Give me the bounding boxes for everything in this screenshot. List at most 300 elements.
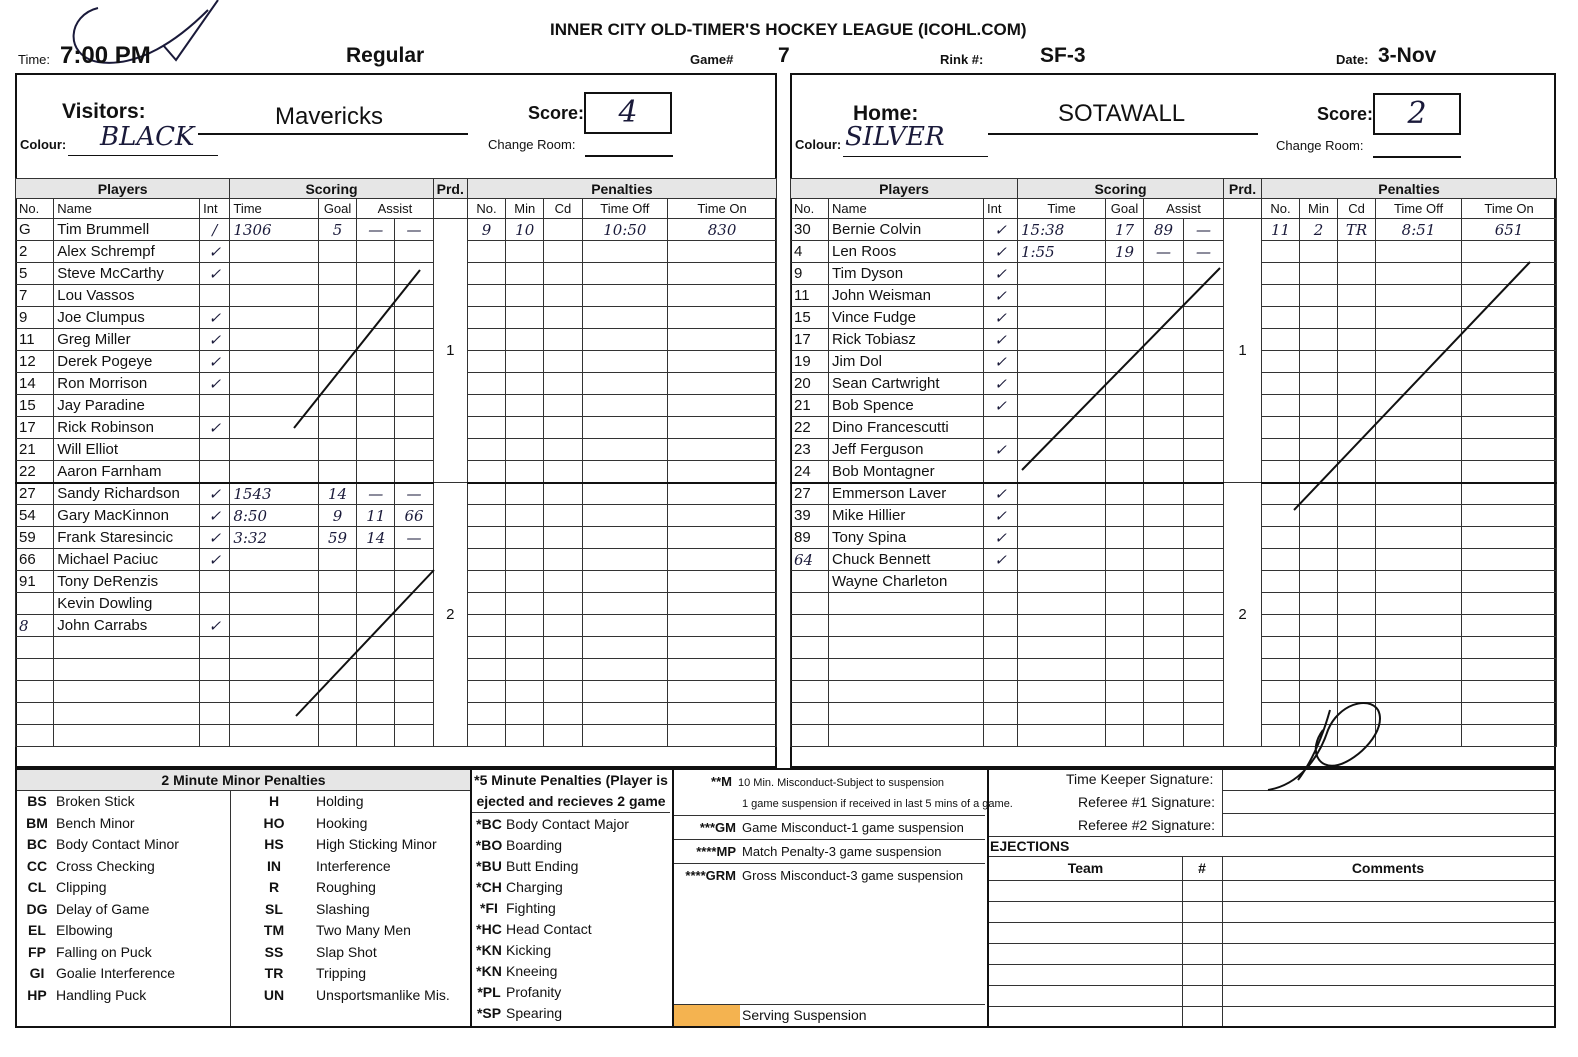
penalty-code — [1338, 351, 1376, 373]
assist-1 — [1144, 615, 1184, 637]
penalty-player-no — [1262, 615, 1300, 637]
player-int-check: ✓ — [984, 241, 1018, 263]
player-name — [829, 703, 984, 725]
penalty-time-on — [1462, 637, 1557, 659]
player-int-check — [984, 703, 1018, 725]
penalty-time-on — [1462, 593, 1557, 615]
home-score-label: Score: — [1317, 104, 1374, 124]
goal-time — [230, 461, 319, 483]
assist-2 — [1184, 307, 1224, 329]
penalty-player-no — [467, 395, 505, 417]
penalty-min — [506, 417, 544, 439]
col-cd: Cd — [544, 199, 582, 219]
assist-2 — [1184, 373, 1224, 395]
assist-2 — [1184, 637, 1224, 659]
home-team: SOTAWALL — [1058, 100, 1186, 127]
penalty-code — [544, 329, 582, 351]
penalty-time-on — [1462, 395, 1557, 417]
player-name: Jim Dol — [829, 351, 984, 373]
goal-scorer — [1106, 703, 1144, 725]
sig-line-2 — [1222, 813, 1554, 814]
penalty-time-off — [1376, 241, 1462, 263]
player-int-check — [984, 615, 1018, 637]
penalty-min — [1300, 615, 1338, 637]
penalty-min — [506, 725, 544, 747]
major-list — [472, 814, 670, 1024]
penalty-player-no — [467, 571, 505, 593]
assist-2 — [1184, 571, 1224, 593]
col-cd: Cd — [1338, 199, 1376, 219]
player-row — [16, 483, 777, 505]
player-int-check: ✓ — [200, 527, 230, 549]
penalty-code: HS — [264, 836, 284, 852]
penalty-description: Elbowing — [56, 922, 113, 938]
assist-1 — [357, 307, 395, 329]
penalty-time-on — [668, 329, 777, 351]
signature-scribble — [1258, 690, 1398, 800]
player-int-check: ✓ — [984, 285, 1018, 307]
visitors-team-line — [198, 133, 468, 135]
player-row — [791, 307, 1557, 329]
penalty-min — [1300, 417, 1338, 439]
penalty-time-on — [1462, 285, 1557, 307]
goal-scorer — [1106, 351, 1144, 373]
home-colour-line — [843, 156, 988, 157]
assist-1 — [357, 263, 395, 285]
assist-2 — [395, 637, 433, 659]
penalty-code: *HC — [476, 921, 502, 937]
penalty-code — [1338, 483, 1376, 505]
penalty-code — [1338, 615, 1376, 637]
penalty-code: BM — [26, 814, 48, 831]
penalty-code: R — [268, 879, 280, 895]
player-row — [791, 659, 1557, 681]
penalty-time-on — [668, 527, 777, 549]
penalty-min: 2 — [1300, 219, 1338, 241]
player-int-check — [200, 439, 230, 461]
penalty-time-on — [1462, 483, 1557, 505]
col-time: Time — [1018, 199, 1106, 219]
penalty-description: Unsportsmanlike Mis. — [316, 986, 450, 1003]
penalty-time-off — [582, 571, 668, 593]
penalty-min — [1300, 637, 1338, 659]
player-row — [791, 373, 1557, 395]
misconduct-list — [674, 770, 1013, 887]
ej-col-line — [1222, 856, 1223, 1026]
goal-time — [1018, 329, 1106, 351]
player-name: Aaron Farnham — [54, 461, 200, 483]
penalty-min — [506, 329, 544, 351]
penalty-time-off — [582, 593, 668, 615]
period-number: 2 — [1224, 483, 1262, 747]
col-int: Int — [984, 199, 1018, 219]
player-int-check — [200, 637, 230, 659]
penalty-player-no — [1262, 263, 1300, 285]
player-int-check — [984, 593, 1018, 615]
player-number: 17 — [16, 417, 54, 439]
timekeeper-signature-label: Time Keeper Signature: — [1066, 771, 1214, 787]
visitors-room-line — [585, 155, 673, 157]
penalty-time-off — [1376, 285, 1462, 307]
penalty-code — [544, 615, 582, 637]
assist-1: 11 — [357, 505, 395, 527]
date-label: Date: — [1336, 52, 1369, 67]
col-time-on: Time On — [668, 199, 777, 219]
penalty-player-no — [1262, 439, 1300, 461]
goal-time — [1018, 307, 1106, 329]
ej-col-line — [1182, 856, 1183, 1026]
penalty-code — [544, 593, 582, 615]
assist-2 — [1184, 351, 1224, 373]
major-penalty-row — [472, 814, 670, 835]
player-number — [16, 703, 54, 725]
assist-1 — [1144, 483, 1184, 505]
misconduct-code: ***GM — [699, 820, 736, 835]
goal-scorer — [1106, 373, 1144, 395]
player-int-check — [984, 571, 1018, 593]
player-number: 12 — [16, 351, 54, 373]
assist-1 — [357, 571, 395, 593]
penalty-player-no — [1262, 417, 1300, 439]
penalty-time-off — [1376, 351, 1462, 373]
assist-1 — [357, 439, 395, 461]
penalty-time-on — [1462, 263, 1557, 285]
player-name — [54, 637, 200, 659]
home-colour-label: Colour: — [795, 137, 842, 152]
player-int-check — [984, 461, 1018, 483]
penalty-time-off — [1376, 263, 1462, 285]
ej-num-header: # — [1198, 860, 1206, 876]
player-number: 23 — [791, 439, 829, 461]
player-int-check: ✓ — [984, 329, 1018, 351]
penalty-min — [1300, 439, 1338, 461]
penalty-time-off — [582, 483, 668, 505]
penalty-time-on — [1462, 703, 1557, 725]
player-number: 9 — [791, 263, 829, 285]
goal-scorer — [1106, 395, 1144, 417]
penalty-code: TR — [1338, 219, 1376, 241]
assist-2 — [1184, 703, 1224, 725]
penalty-time-on — [668, 351, 777, 373]
col-name: Name — [829, 199, 984, 219]
player-row — [16, 439, 777, 461]
player-number: 89 — [791, 527, 829, 549]
penalty-player-no — [1262, 571, 1300, 593]
goal-scorer — [318, 373, 356, 395]
player-number: 2 — [16, 241, 54, 263]
assist-1 — [1144, 505, 1184, 527]
assist-2 — [1184, 527, 1224, 549]
player-number: 11 — [791, 285, 829, 307]
penalty-player-no — [467, 241, 505, 263]
penalty-time-on — [668, 263, 777, 285]
prd-header: Prd. — [1224, 179, 1262, 199]
player-row — [16, 725, 777, 747]
player-name: Greg Miller — [54, 329, 200, 351]
penalty-player-no — [1262, 307, 1300, 329]
goal-time — [1018, 417, 1106, 439]
player-row — [16, 681, 777, 703]
goal-scorer — [318, 461, 356, 483]
assist-2 — [1184, 439, 1224, 461]
penalty-time-on — [668, 637, 777, 659]
misconduct-description: Game Misconduct-1 game suspension — [742, 820, 964, 835]
penalty-min — [1300, 659, 1338, 681]
penalty-min — [1300, 395, 1338, 417]
player-number: 91 — [16, 571, 54, 593]
penalty-time-on — [1462, 373, 1557, 395]
assist-2 — [395, 329, 433, 351]
goal-time — [230, 703, 319, 725]
penalty-code — [544, 285, 582, 307]
goal-scorer — [1106, 329, 1144, 351]
goal-scorer — [1106, 637, 1144, 659]
penalty-time-on — [668, 285, 777, 307]
penalty-min — [506, 263, 544, 285]
goal-scorer — [1106, 571, 1144, 593]
penalty-player-no — [1262, 373, 1300, 395]
player-number: 11 — [16, 329, 54, 351]
misconduct-row — [674, 840, 985, 864]
misconduct-description: 10 Min. Misconduct-Subject to suspension — [738, 777, 945, 789]
penalty-time-on — [668, 615, 777, 637]
assist-2 — [395, 593, 433, 615]
assist-1 — [357, 703, 395, 725]
penalty-description: Bench Minor — [56, 814, 135, 831]
player-number: 21 — [791, 395, 829, 417]
penalty-code — [1338, 373, 1376, 395]
player-number: 22 — [16, 461, 54, 483]
player-int-check: ✓ — [200, 263, 230, 285]
penalty-code — [544, 241, 582, 263]
sig-col-line — [1222, 770, 1223, 836]
penalty-code — [544, 549, 582, 571]
col-min: Min — [1300, 199, 1338, 219]
penalty-player-no — [1262, 241, 1300, 263]
assist-2 — [1184, 285, 1224, 307]
player-int-check: ✓ — [200, 373, 230, 395]
minor-title: 2 Minute Minor Penalties — [17, 770, 470, 791]
home-team-line — [988, 133, 1258, 135]
assist-1: — — [357, 219, 395, 241]
col-goal: Goal — [1106, 199, 1144, 219]
assist-1 — [357, 417, 395, 439]
goal-scorer — [1106, 615, 1144, 637]
assist-1: — — [357, 483, 395, 505]
penalty-code: DG — [26, 900, 48, 917]
goal-time — [230, 439, 319, 461]
penalty-time-on — [668, 461, 777, 483]
penalty-code — [1338, 307, 1376, 329]
player-name: Tim Brummell — [54, 219, 200, 241]
penalty-time-on — [668, 505, 777, 527]
player-int-check — [984, 681, 1018, 703]
penalty-time-on: 651 — [1462, 219, 1557, 241]
player-row — [16, 637, 777, 659]
penalty-time-on — [1462, 505, 1557, 527]
goal-time — [230, 549, 319, 571]
player-name: Rick Tobiasz — [829, 329, 984, 351]
assist-1: 89 — [1144, 219, 1184, 241]
penalty-code — [544, 527, 582, 549]
goal-scorer — [318, 263, 356, 285]
penalty-code: H — [268, 793, 280, 809]
penalty-min — [1300, 527, 1338, 549]
assist-2 — [1184, 461, 1224, 483]
ejections-title: EJECTIONS — [990, 838, 1070, 854]
penalty-time-on — [668, 703, 777, 725]
penalty-time-on — [1462, 351, 1557, 373]
player-number: 5 — [16, 263, 54, 285]
minor-right-list — [232, 791, 468, 1006]
goal-time — [1018, 637, 1106, 659]
goal-time — [1018, 461, 1106, 483]
player-number: 8 — [16, 615, 54, 637]
penalty-player-no — [467, 681, 505, 703]
assist-1 — [1144, 637, 1184, 659]
penalty-code: BC — [26, 836, 48, 852]
penalty-time-on — [1462, 527, 1557, 549]
player-int-check: ✓ — [984, 439, 1018, 461]
ej-row-line — [989, 964, 1554, 965]
player-name: Ron Morrison — [54, 373, 200, 395]
player-name: Wayne Charleton — [829, 571, 984, 593]
assist-1 — [1144, 395, 1184, 417]
goal-time — [1018, 263, 1106, 285]
minor-penalty-row — [232, 856, 468, 878]
rink-label: Rink #: — [940, 52, 984, 67]
player-int-check: ✓ — [200, 307, 230, 329]
player-name: Frank Staresincic — [54, 527, 200, 549]
penalty-min — [1300, 263, 1338, 285]
player-name: Lou Vassos — [54, 285, 200, 307]
assist-2 — [395, 659, 433, 681]
player-int-check — [984, 659, 1018, 681]
penalty-description: High Sticking Minor — [316, 836, 437, 852]
player-row — [16, 527, 777, 549]
player-number: 59 — [16, 527, 54, 549]
visitors-score-box — [584, 92, 672, 134]
penalty-code: GI — [29, 965, 45, 981]
penalty-player-no — [467, 505, 505, 527]
penalty-time-on — [668, 307, 777, 329]
assist-2 — [395, 307, 433, 329]
goal-time: 8:50 — [230, 505, 319, 527]
penalty-description: Hooking — [316, 814, 368, 831]
goal-time — [1018, 527, 1106, 549]
player-row — [791, 527, 1557, 549]
player-int-check: ✓ — [200, 351, 230, 373]
serving-suspension-label: Serving Suspension — [742, 1007, 867, 1023]
penalty-description: Clipping — [56, 879, 107, 895]
penalty-code: *FI — [480, 900, 498, 916]
minor-penalty-row — [18, 834, 228, 856]
penalty-time-off — [582, 681, 668, 703]
player-row — [16, 659, 777, 681]
player-int-check: ✓ — [984, 307, 1018, 329]
penalty-min — [506, 659, 544, 681]
penalty-time-on — [668, 483, 777, 505]
player-int-check: ✓ — [984, 351, 1018, 373]
goal-time — [1018, 285, 1106, 307]
penalty-time-off — [582, 373, 668, 395]
player-name: Rick Robinson — [54, 417, 200, 439]
league-title: INNER CITY OLD-TIMER'S HOCKEY LEAGUE (ICOHL.COM) — [550, 20, 1027, 39]
penalty-min — [506, 373, 544, 395]
player-name: Bob Montagner — [829, 461, 984, 483]
assist-1 — [1144, 659, 1184, 681]
visitors-scoresheet — [15, 178, 777, 747]
penalty-description: Falling on Puck — [56, 943, 152, 960]
visitors-label: Visitors: — [62, 100, 146, 123]
goal-scorer: 59 — [318, 527, 356, 549]
assist-1 — [1144, 417, 1184, 439]
penalty-min — [506, 593, 544, 615]
penalty-description: Spearing — [506, 1005, 563, 1021]
ej-row-line — [989, 901, 1554, 902]
player-number: G — [16, 219, 54, 241]
goal-time — [1018, 373, 1106, 395]
penalty-time-on — [668, 395, 777, 417]
goal-scorer: 17 — [1106, 219, 1144, 241]
penalty-description: Boarding — [506, 837, 563, 853]
penalty-code: *KN — [476, 963, 502, 979]
goal-time — [1018, 351, 1106, 373]
penalty-time-off — [582, 725, 668, 747]
col-pen-no: No. — [1262, 199, 1300, 219]
assist-2 — [395, 681, 433, 703]
goal-time: 1306 — [230, 219, 319, 241]
ej-row-line — [989, 922, 1554, 923]
penalties-header: Penalties — [467, 179, 776, 199]
player-row — [16, 505, 777, 527]
player-number: 64 — [791, 549, 829, 571]
assist-2 — [395, 263, 433, 285]
player-number: 15 — [791, 307, 829, 329]
player-name: Sean Cartwright — [829, 373, 984, 395]
player-row — [16, 219, 777, 241]
player-number: 14 — [16, 373, 54, 395]
penalty-player-no — [467, 527, 505, 549]
player-number — [16, 725, 54, 747]
player-name: Tim Dyson — [829, 263, 984, 285]
player-row — [791, 219, 1557, 241]
assist-1 — [1144, 351, 1184, 373]
penalty-time-off — [582, 263, 668, 285]
assist-1 — [1144, 527, 1184, 549]
minor-penalty-row — [232, 985, 468, 1007]
player-number — [791, 637, 829, 659]
penalty-min — [1300, 351, 1338, 373]
penalty-time-off — [1376, 483, 1462, 505]
penalty-description: Handling Puck — [56, 986, 147, 1003]
penalty-min — [506, 637, 544, 659]
minor-left-list — [18, 791, 228, 1006]
penalty-description: Roughing — [316, 879, 376, 895]
goal-scorer — [1106, 439, 1144, 461]
date-value: 3-Nov — [1378, 44, 1437, 67]
goal-scorer — [318, 395, 356, 417]
assist-2 — [395, 615, 433, 637]
assist-1 — [1144, 285, 1184, 307]
penalty-code — [544, 571, 582, 593]
penalty-time-on — [668, 241, 777, 263]
player-int-check: ✓ — [984, 527, 1018, 549]
player-name — [829, 593, 984, 615]
visitors-team: Mavericks — [275, 103, 384, 130]
player-name — [829, 659, 984, 681]
prd-header: Prd. — [433, 179, 467, 199]
